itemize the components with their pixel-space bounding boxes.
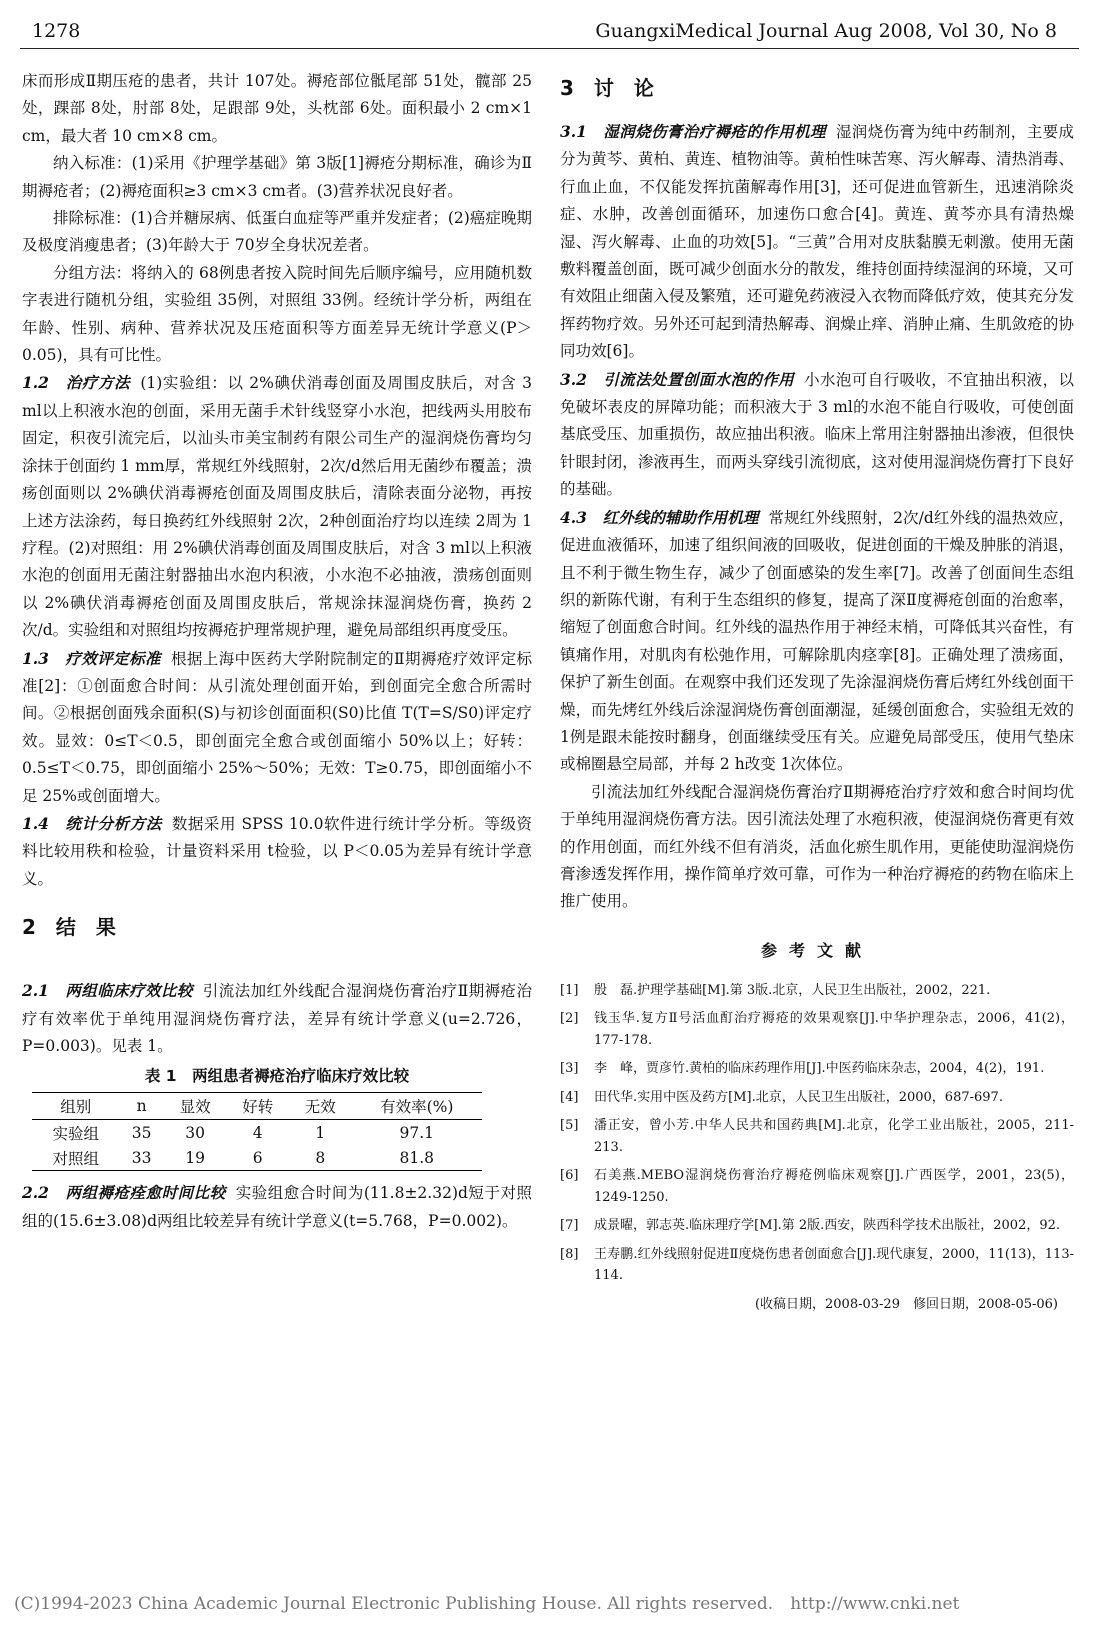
table-cell: 8 <box>289 1145 352 1171</box>
section-2-2 <box>22 1179 532 1235</box>
reference-number: [5] <box>560 1118 579 1134</box>
body-1-4: 数据采用 SPSS 10.0软件进行统计学分析。等级资料比较用秩和检验，计量资料采用 t检验，以 P＜0.05为差异有统计学意义。 <box>22 814 532 888</box>
subheading-4-3: 4.3 红外线的辅助作用机理 <box>560 507 759 527</box>
table-cell: 35 <box>131 1123 152 1142</box>
reference-number: [6] <box>560 1168 579 1184</box>
body-4-3: 常规红外线照射，2次/d红外线的温热效应，促进血液循环，加速了组织间液的回吸收，促进创面的干燥及肿胀的消退，且不利于微生物生存，减少了创面感染的发生率[7]。改善了创面间生态组织的新陈代谢，有利于生态组织的修复，提高了深Ⅱ度褥疮创面的治愈率，缩短了创面愈合时间。红外线的温热作用于神经末梢，可降低其兴奋性，有镇痛作用，对肌肉有松弛作用，可解除肌肉痉挛[8]。正确处理了溃疡面，保护了新生创面。在观察中我们还发现了先涂湿润烧伤膏后烤红外线创面干燥，而先烤红外线后涂湿润烧伤膏创面潮湿，延缓创面愈合，实验组无效的 1例是跟未能按时翻身，创面继续受压有关。应避免局部受压，使用气垫床或棉圈悬空局部，并每 2 h改变 1次体位。 <box>560 508 1075 774</box>
table-header-row <box>32 1093 482 1120</box>
reference-number: [8] <box>560 1246 579 1262</box>
reference-text: 田代华.实用中医及药方[M].北京，人民卫生出版社，2000，687-697. <box>594 1089 1003 1105</box>
table-header-cell: 组别 <box>32 1093 119 1120</box>
reference-item <box>560 1008 1074 1051</box>
table-header-cell: 显效 <box>164 1093 227 1120</box>
table-cell: 19 <box>164 1145 227 1171</box>
section-heading-results: 2 结 果 <box>22 915 116 940</box>
table-header-cell: 有效率(%) <box>352 1093 482 1120</box>
reference-list <box>560 980 1074 1287</box>
paragraph-grouping: 分组方法：将纳入的 68例患者按入院时间先后顺序编号，应用随机数字表进行随机分组，实验组 35例，对照组 33例。经统计学分析，两组在年龄、性别、病种、营养状况及压疮面积等方面差异无统计学意义(P＞0.05)，具有可比性。 <box>22 263 532 365</box>
section-heading-discussion: 3 讨 论 <box>560 76 654 100</box>
paragraph-inclusion: 纳入标准：(1)采用《护理学基础》第 3版[1]褥疮分期标准，确诊为Ⅱ期褥疮者；(2)褥疮面积≥3 cm×3 cm者。(3)营养状况良好者。 <box>22 154 532 200</box>
body-2-2: 实验组愈合时间为(11.8±2.32)d短于对照组的(15.6±3.08)d两组比较差异有统计学意义(t=5.768，P=0.002)。 <box>22 1184 532 1230</box>
running-header <box>20 18 1079 49</box>
reference-text: 王寿鹏.红外线照射促进Ⅱ度烧伤患者创面愈合[J].现代康复，2000，11(13)，113-114. <box>594 1246 1074 1284</box>
table-cell: 81.8 <box>352 1145 482 1171</box>
reference-number: [1] <box>560 982 579 998</box>
reference-text: 殷 磊.护理学基础[M].第 3版.北京，人民卫生出版社，2002，221. <box>594 982 991 998</box>
reference-item <box>560 1115 1074 1158</box>
subheading-3-1: 3.1 湿润烧伤膏治疗褥疮的作用机理 <box>560 122 826 141</box>
reference-item <box>560 1215 1074 1237</box>
paragraph-conclusion: 引流法加红外线配合湿润烧伤膏治疗Ⅱ期褥疮治疗疗效和愈合时间均优于单纯用湿润烧伤膏方法。因引流法处理了水疱积液，使湿润烧伤膏更有效的作用创面，而红外线不但有消炎，活血化瘀生肌作用，更能使助湿润烧伤膏渗透发挥作用，操作简单疗效可靠，可作为一种治疗褥疮的药物在临床上推广使用。 <box>560 782 1074 911</box>
reference-number: [3] <box>560 1061 579 1077</box>
table-header-cell: n <box>119 1093 163 1120</box>
subheading-1-3: 1.3 疗效评定标准 <box>22 648 161 668</box>
results-table <box>32 1092 482 1171</box>
section-2-1 <box>22 977 532 1060</box>
page-number: 1278 <box>32 20 81 42</box>
table-cell: 33 <box>119 1145 163 1171</box>
body-3-1: 湿润烧伤膏为纯中药制剂，主要成分为黄芩、黄柏、黄连、植物油等。黄柏性味苦寒、泻火解毒、清热消毒、行血止血，不仅能发挥抗菌解毒作用[3]，还可促进血管新生，迅速消除炎症、水肿，改善创面循环，加速伤口愈合[4]。黄连、黄芩亦具有清热燥湿、泻火解毒、止血的功效[5]。“三黄”合用对皮肤黏膜无刺激。使用无菌敷料覆盖创面，既可减少创面水分的散发，维持创面持续湿润的环境，又可有效阻止细菌入侵及繁殖，还可避免药液浸入衣物而降低疗效，使其充分发挥药物疗效。另外还可起到清热解毒、润燥止痒、消肿止痛、生肌敛疮的协同功效[6]。 <box>560 123 1074 361</box>
references-heading: 参考文献 <box>760 940 873 960</box>
journal-citation: GuangxiMedical Journal Aug 2008, Vol 30, No 8 <box>595 20 1057 42</box>
table-cell: 实验组 <box>52 1124 99 1143</box>
section-1-3 <box>22 645 532 810</box>
reference-text: 成景曜，郭志英.临床理疗学[M].第 2版.西安，陕西科学技术出版社，2002，92. <box>594 1218 1061 1234</box>
table-cell: 6 <box>226 1145 289 1171</box>
copyright-footer: (C)1994-2023 China Academic Journal Electronic Publishing House. All rights reserved. http://www.cnki.net <box>14 1594 960 1614</box>
section-1-4 <box>22 810 532 893</box>
table-row <box>32 1120 482 1146</box>
section-4-3 <box>560 504 1074 779</box>
subheading-3-2: 3.2 引流法处置创面水泡的作用 <box>560 369 795 389</box>
table-cell: 97.1 <box>399 1123 435 1142</box>
table-cell: 30 <box>185 1123 206 1142</box>
right-column <box>560 68 1074 1316</box>
table-header-cell: 无效 <box>289 1093 352 1120</box>
reference-item <box>560 1244 1074 1287</box>
subheading-2-2: 2.2 两组褥疮痊愈时间比较 <box>22 1183 226 1203</box>
subheading-1-4: 1.4 统计分析方法 <box>22 813 162 833</box>
table-cell: 4 <box>252 1123 263 1142</box>
received-revised-dates: (收稿日期，2008-03-29 修回日期，2008-05-06) <box>754 1296 1058 1312</box>
left-column <box>22 68 532 1235</box>
section-3-1 <box>560 118 1074 366</box>
subheading-1-2: 1.2 治疗方法 <box>22 373 131 393</box>
table-cell: 1 <box>315 1123 326 1142</box>
reference-item <box>560 1087 1074 1109</box>
table-caption: 表 1 两组患者褥疮治疗临床疗效比较 <box>144 1067 410 1086</box>
reference-item <box>560 1058 1074 1080</box>
reference-text: 石美燕.MEBO湿润烧伤膏治疗褥疮例临床观察[J].广西医学，2001，23(5)，1249-1250. <box>594 1168 1074 1205</box>
subheading-2-1: 2.1 两组临床疗效比较 <box>22 981 193 1001</box>
reference-text: 潘正安，曾小芳.中华人民共和国药典[M].北京，化学工业出版社，2005，211-213. <box>594 1118 1074 1155</box>
reference-number: [2] <box>560 1011 579 1027</box>
paragraph-exclusion: 排除标准：(1)合并糖尿病、低蛋白血症等严重并发症者；(2)癌症晚期及极度消瘦患者；(3)年龄大于 70岁全身状况差者。 <box>22 209 532 255</box>
reference-number: [4] <box>560 1089 579 1105</box>
body-3-2: 小水泡可自行吸收，不宜抽出积液，以免破坏表皮的屏障功能；而积液大于 3 ml的水泡不能自行吸收，可使创面基底受压、加重损伤，故应抽出积液。临床上常用注射器抽出渗液，但很快针眼封闭，渗液再生，而两头穿线引流彻底，这对使用湿润烧伤膏打下良好的基础。 <box>560 370 1074 499</box>
section-3-2 <box>560 366 1074 504</box>
reference-item <box>560 980 1074 1002</box>
table-cell: 对照组 <box>32 1145 119 1171</box>
body-1-2: (1)实验组：以 2%碘伏消毒创面及周围皮肤后，对含 3 ml以上积液水泡的创面，采用无菌手术针线竖穿小水泡，把线两头用胶布固定，积夜引流完后，以汕头市美宝制药有限公司生产的湿润烧伤膏均匀涂抹于创面约 1 mm厚，常规红外线照射，2次/d然后用无菌纱布覆盖；溃疡创面则以 2%碘伏消毒褥疮创面及周围皮肤后，清除表面分泌物，再按上述方法涂药，每日换药红外线照射 2次，2种创面治疗均以连续 2周为 1疗程。(2)对照组：用 2%碘伏消毒创面及周围皮肤后，对含 3 ml以上积液水泡的创面用无菌注射器抽出水泡内积液，小水泡不必抽液，溃疡创面则以 2%碘伏消毒褥疮创面及周围皮肤后，常规涂抹湿润烧伤膏，换药 2次/d。实验组和对照组均按褥疮护理常规护理，避免局部组织再度受压。 <box>22 374 533 640</box>
body-2-1: 引流法加红外线配合湿润烧伤膏治疗Ⅱ期褥疮治疗有效率优于单纯用湿润烧伤膏疗法，差异有统计学意义(u=2.726，P=0.003)。见表 1。 <box>22 982 532 1055</box>
body-1-3: 根据上海中医药大学附院制定的Ⅱ期褥疮疗效评定标准[2]：①创面愈合时间：从引流处理创面开始，到创面完全愈合所需时间。②根据创面残余面积(S)与初诊创面面积(S0)比值 T(T=S/S0)评定疗效。显效：0≤T＜0.5，即创面完全愈合或创面缩小 50%以上；好转：0.5≤T＜0.75，即创面缩小 25%～50%；无效：T≥0.75，即创面缩小不足 25%或创面增大。 <box>22 649 532 805</box>
reference-item <box>560 1165 1074 1208</box>
reference-number: [7] <box>560 1218 579 1234</box>
paragraph-patients: 床而形成Ⅱ期压疮的患者，共计 107处。褥疮部位骶尾部 51处，髋部 25处，踝部 8处，肘部 8处，足跟部 9处，头枕部 6处。面积最小 2 cm×1 cm，最大者 10 cm×8 cm。 <box>22 72 532 145</box>
table-row <box>32 1145 482 1171</box>
table-header-cell: 好转 <box>226 1093 289 1120</box>
section-1-2 <box>22 369 532 644</box>
reference-text: 李 峰，贾彦竹.黄柏的临床药理作用[J].中医药临床杂志，2004，4(2)，191. <box>594 1061 1045 1077</box>
reference-text: 钱玉华.复方Ⅱ号活血酊治疗褥疮的效果观察[J].中华护理杂志，2006，41(2)，177-178. <box>594 1011 1074 1048</box>
